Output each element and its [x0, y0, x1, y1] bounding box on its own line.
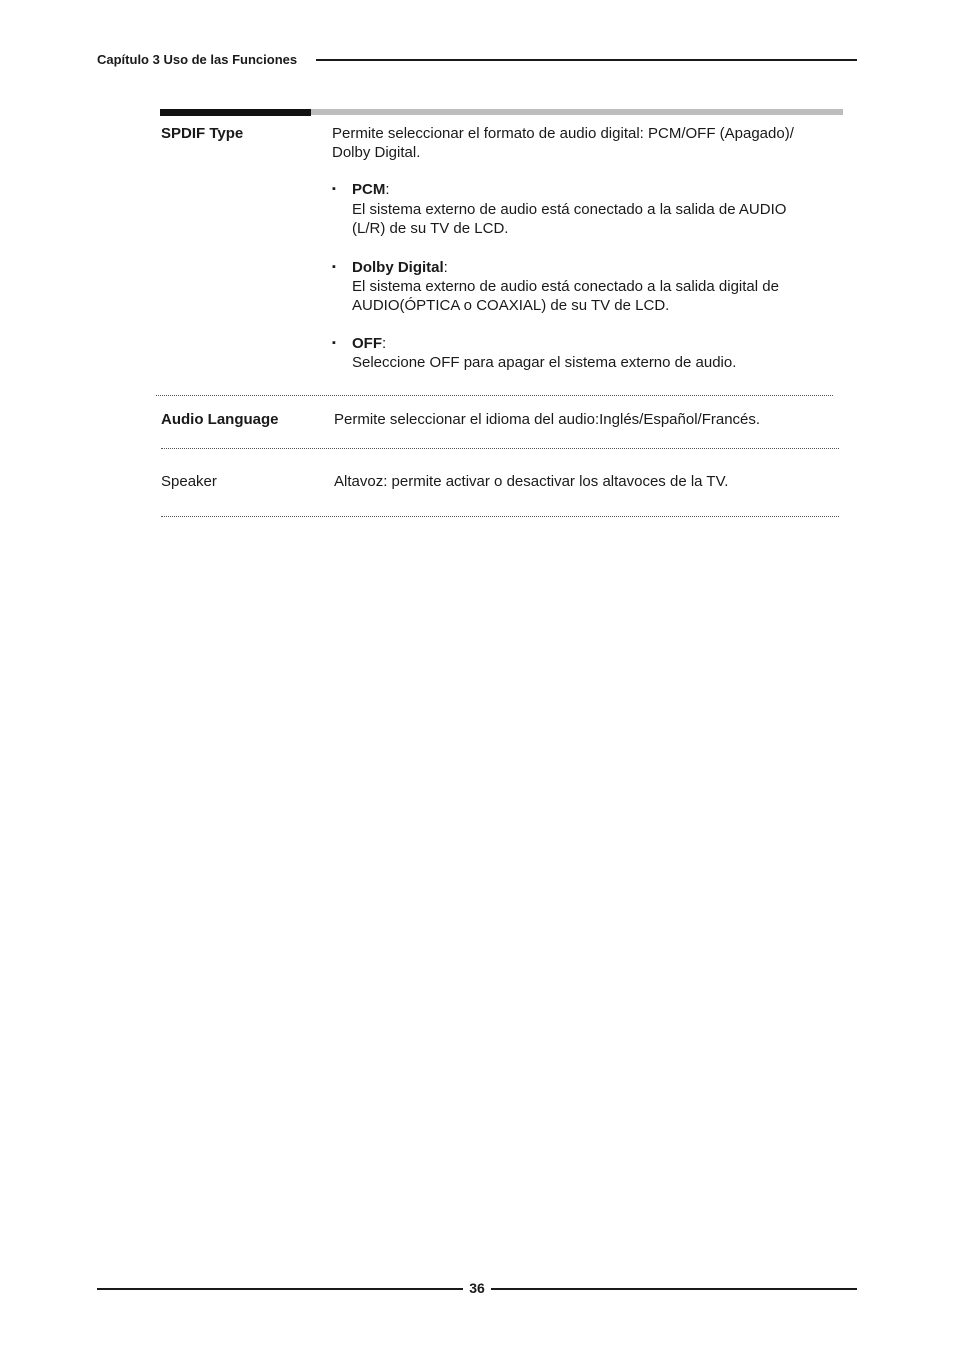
page-number: 36	[469, 1280, 485, 1296]
term-audio-language: Audio Language	[161, 411, 279, 428]
row-divider	[161, 448, 839, 449]
option-pcm-colon: :	[385, 181, 390, 198]
bullet-off: ▪	[332, 337, 336, 349]
option-pcm-name: PCM	[352, 181, 386, 198]
option-off-name: OFF	[352, 335, 382, 352]
option-pcm-line1: El sistema externo de audio está conectado a la salida de AUDIO	[352, 201, 787, 218]
option-off-colon: :	[382, 335, 387, 352]
term-speaker: Speaker	[161, 473, 217, 490]
audio-language-desc: Permite seleccionar el idioma del audio:Inglés/Español/Francés.	[334, 411, 761, 428]
bullet-pcm: ▪	[332, 183, 336, 195]
term-spdif-type: SPDIF Type	[161, 125, 244, 142]
option-off-line1: Seleccione OFF para apagar el sistema externo de audio.	[352, 354, 737, 371]
option-dolby-colon: :	[443, 259, 448, 276]
footer-rule-left	[97, 1288, 463, 1290]
header-rule	[316, 59, 857, 61]
speaker-desc: Altavoz: permite activar o desactivar los altavoces de la TV.	[334, 473, 729, 490]
footer-rule-right	[491, 1288, 857, 1290]
table-header-bar-right	[311, 109, 843, 115]
page-header	[97, 52, 857, 68]
spdif-desc-line2: Dolby Digital.	[332, 144, 421, 161]
chapter-title: Capítulo 3 Uso de las Funciones	[97, 52, 298, 67]
option-dolby-line2: AUDIO(ÓPTICA o COAXIAL) de su TV de LCD.	[352, 297, 670, 314]
row-divider	[156, 395, 833, 396]
table-header-bar-left	[160, 109, 311, 116]
option-dolby-title	[352, 258, 448, 277]
row-divider	[161, 516, 839, 517]
bullet-dolby: ▪	[332, 261, 336, 273]
option-pcm-title	[352, 180, 390, 199]
option-dolby-name: Dolby Digital	[352, 259, 444, 276]
spdif-desc-line1: Permite seleccionar el formato de audio digital: PCM/OFF (Apagado)/	[332, 125, 794, 142]
option-dolby-line1: El sistema externo de audio está conectado a la salida digital de	[352, 278, 779, 295]
option-off-title	[352, 334, 386, 353]
option-pcm-line2: (L/R) de su TV de LCD.	[352, 220, 509, 237]
